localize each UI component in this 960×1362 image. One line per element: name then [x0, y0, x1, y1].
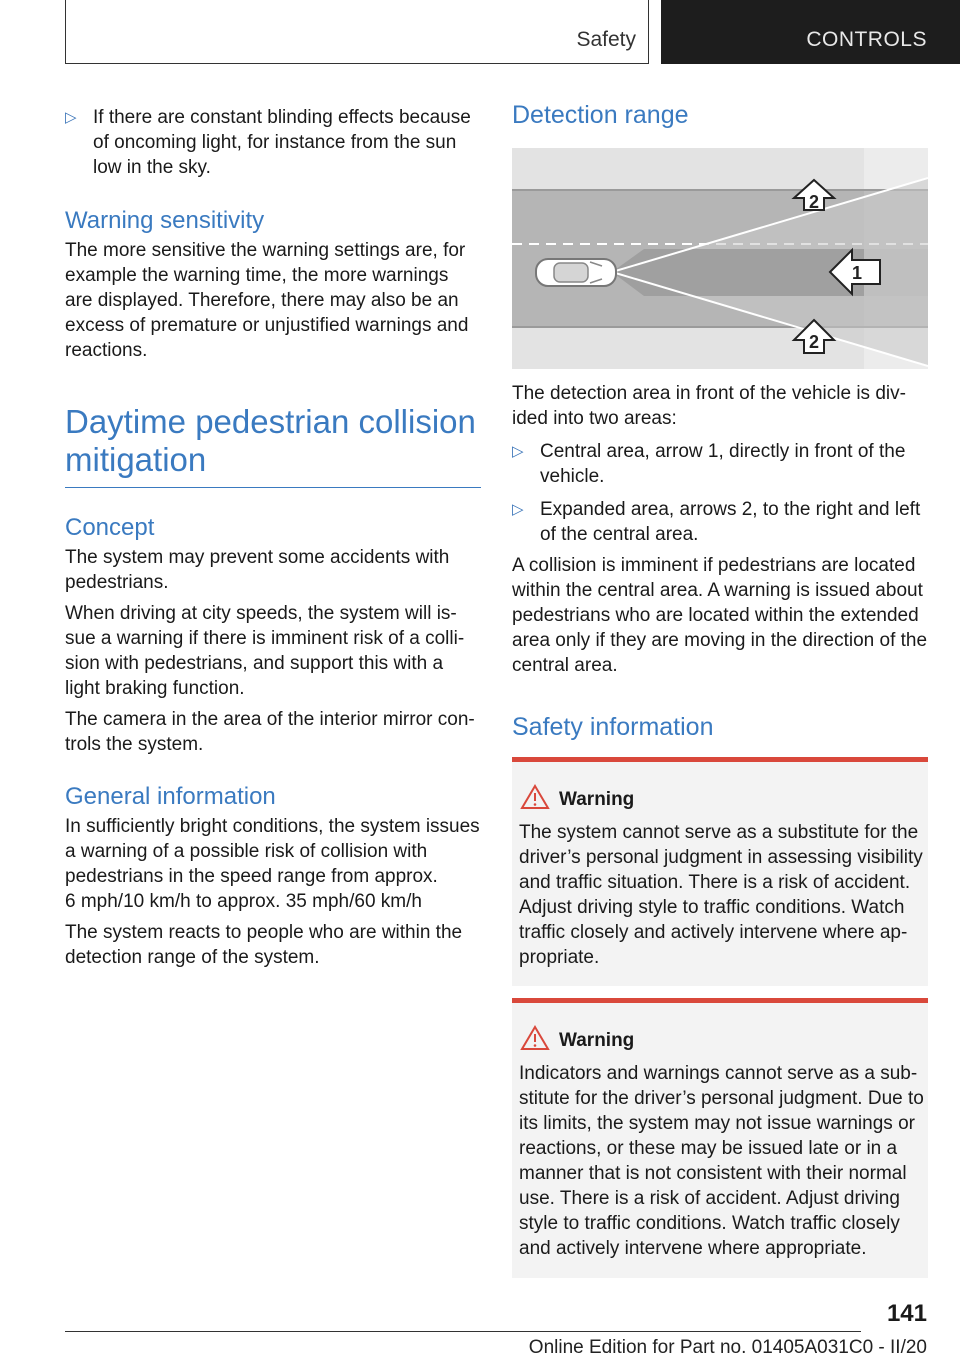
footer-divider: [65, 1331, 861, 1332]
paragraph: When driving at city speeds, the system will issue a warning if there is imminent risk of a collision with pedestrians, and support this with a light braking function.: [65, 603, 465, 699]
paragraph: A collision is imminent if pedestrians are located within the central area. A warning is issued about pedestrians who are located within the extended area only if they are moving in the direction of the central area.: [512, 555, 928, 676]
detection-heading-wrap: [512, 100, 928, 130]
warning-title: Warning: [559, 1030, 635, 1051]
warning-text: Indicators and warnings cannot serve as a substitute for the driver’s personal judgment. Due to its limits, the system may not issue warnings or reactions, or these may be issued late or in a manner that is not consistent with their normal use. There is a risk of accident. Adjust driving style to traffic conditions. Watch traffic closely and actively intervene where appropriate.: [519, 1063, 924, 1259]
list-item-text: Expanded area, arrows 2, to the right and left of the central area.: [540, 499, 921, 545]
bullet-triangle-icon: ▷: [512, 501, 524, 518]
arrow-2-top-label: 2: [808, 192, 820, 212]
warning-title: Warning: [559, 789, 635, 810]
section-heading: Warning sensitivity: [65, 207, 265, 234]
left-column: [65, 100, 481, 970]
list-item-text: Central area, arrow 1, directly in front of the vehicle.: [540, 441, 906, 487]
svg-text:2: 2: [808, 332, 820, 352]
warning-box: [512, 757, 928, 986]
detection-range-figure: [512, 148, 928, 369]
chapter-heading-line: mitigation: [65, 441, 207, 478]
chapter-heading-line: Daytime pedestrian collision: [65, 403, 476, 440]
paragraph: The detection area in front of the vehicle is divided into two areas:: [512, 383, 906, 429]
svg-text:1: 1: [851, 263, 863, 283]
paragraph: [65, 814, 481, 914]
detection-range-diagram: [512, 148, 928, 369]
paragraph: The system reacts to people who are within the detection range of the system.: [65, 922, 463, 968]
paragraph: The more sensitive the warning settings are, for example the warning time, the more warnings are displayed. Therefore, there may also be an excess of premature or unjustified warnings and reactions.: [65, 240, 469, 361]
warning-box: [512, 998, 928, 1278]
heading-divider: [65, 487, 481, 488]
warning-text: The system cannot serve as a substitute for the driver’s personal judgment in assessing visibility and traffic situation. There is a risk of accident. Adjust driving style to traffic conditions. Watch traffic closely and actively intervene where appropriate.: [519, 822, 923, 968]
warning-triangle-icon: [520, 1025, 550, 1051]
list-item-text: If there are constant blinding effects because of oncoming light, for instance from the sun low in the sky.: [93, 107, 471, 178]
edition-footer: Online Edition for Part no. 01405A031C0 - II/20: [528, 1337, 927, 1358]
paragraph: The camera in the area of the interior mirror controls the system.: [65, 709, 475, 755]
warning-triangle-icon: [520, 784, 550, 810]
header-chapter-title: CONTROLS: [806, 28, 927, 51]
section-heading: Detection range: [512, 101, 689, 129]
paragraph: The system may prevent some accidents with pedestrians.: [65, 547, 450, 593]
list-item: [512, 439, 928, 489]
header-chapter-box: [661, 0, 960, 64]
header-section-box: [65, 0, 649, 64]
section-heading: Concept: [65, 514, 155, 541]
list-item: [512, 497, 928, 547]
right-column-text: [512, 381, 928, 742]
bullet-triangle-icon: ▷: [65, 109, 77, 126]
car-icon: [536, 259, 616, 286]
paragraph-text: In sufficiently bright conditions, the system issues a warning of a possible risk of collision with pedestrians in the speed range from approx.: [65, 816, 480, 887]
header-section-title: Safety: [576, 28, 636, 51]
page-number: 141: [886, 1300, 927, 1327]
section-heading: General information: [65, 783, 276, 810]
chapter-heading: [65, 403, 481, 479]
bullet-triangle-icon: ▷: [512, 443, 524, 460]
speed-range-text: 6 mph/10 km/h to approx. 35 mph/60 km/h: [65, 891, 422, 912]
section-heading: Safety information: [512, 713, 714, 741]
list-item: [65, 105, 481, 180]
